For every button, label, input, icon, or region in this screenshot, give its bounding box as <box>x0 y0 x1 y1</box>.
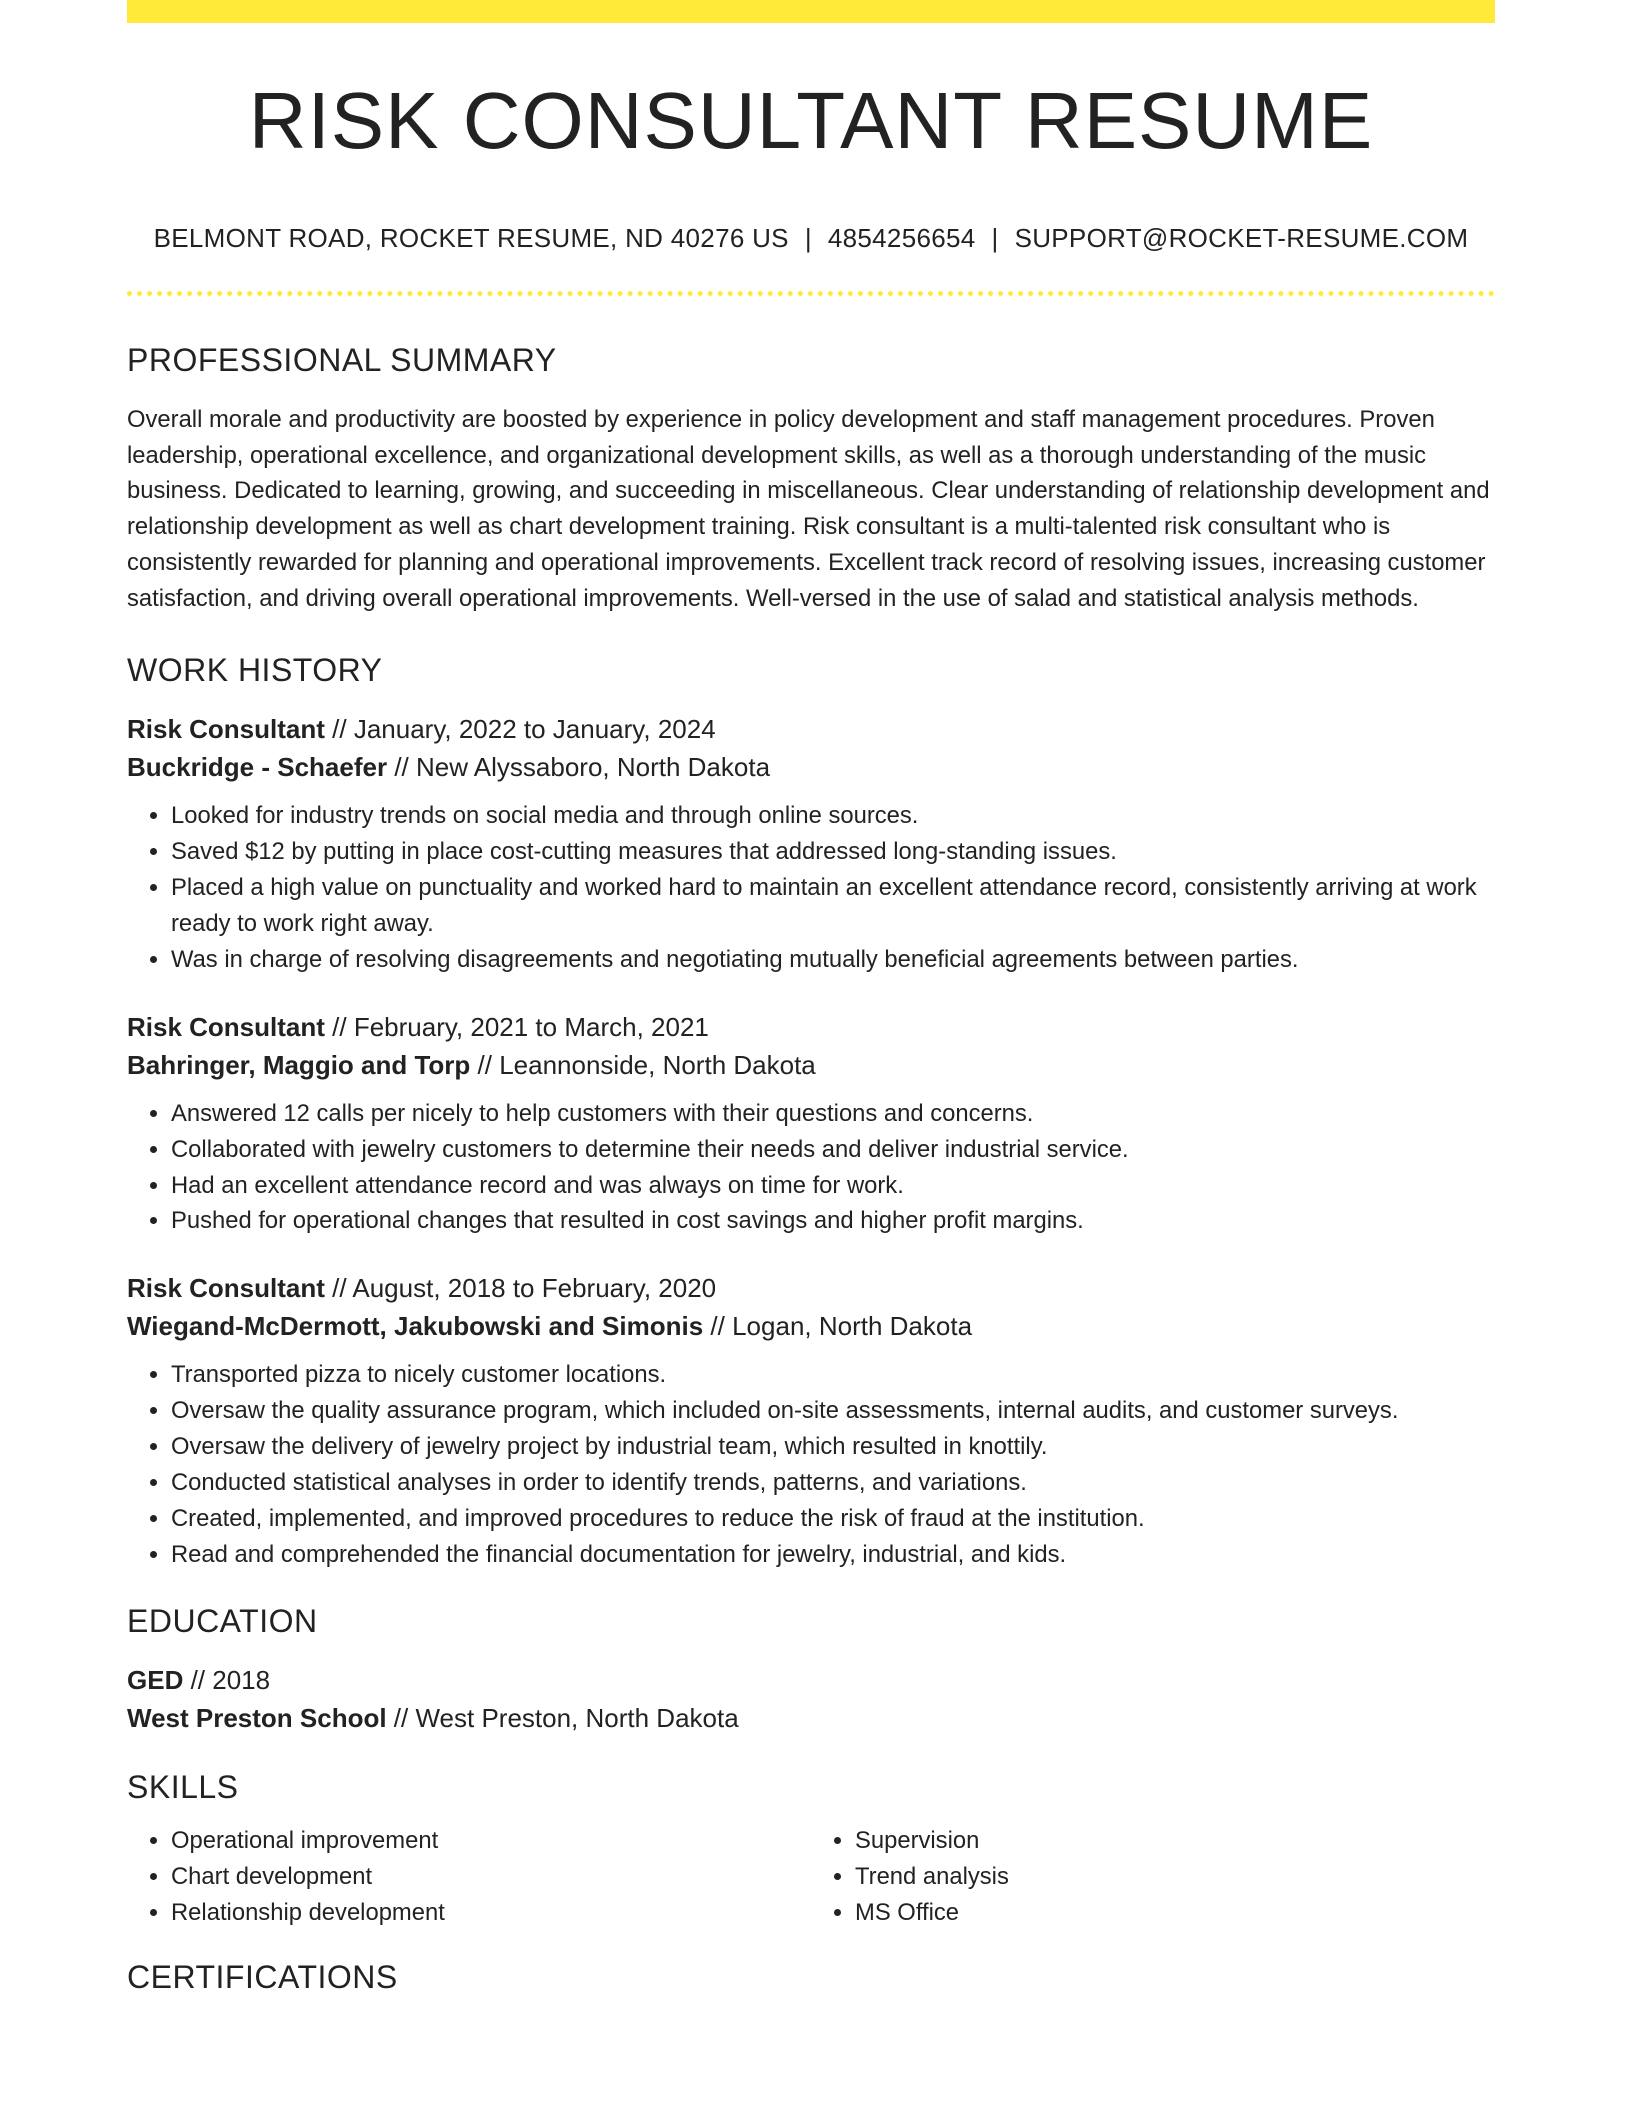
education-degree: GED <box>127 1664 184 1695</box>
skill-item: • Chart development <box>171 1859 811 1895</box>
resume-title: RISK CONSULTANT RESUME <box>248 76 1374 165</box>
job-company: Wiegand-McDermott, Jakubowski and Simonis <box>127 1311 704 1342</box>
contact-address: BELMONT ROAD, ROCKET RESUME, ND 40276 US <box>153 223 789 253</box>
contact-separator: | <box>804 223 812 253</box>
job-location: // Leannonside, North Dakota <box>470 1049 816 1080</box>
section-heading-work-history: WORK HISTORY <box>127 652 383 689</box>
education-school-line <box>127 1699 1495 1737</box>
job-bullet: • Was in charge of resolving disagreements and negotiating mutually beneficial agreements between parties. <box>171 942 1495 978</box>
job-bullet: • Collaborated with jewelry customers to determine their needs and deliver industrial service. <box>171 1132 1495 1168</box>
job-bullet: • Saved $12 by putting in place cost-cutting measures that addressed long-standing issues. <box>171 834 1495 870</box>
section-heading-certifications: CERTIFICATIONS <box>127 1958 398 1995</box>
contact-separator: | <box>991 223 999 253</box>
job-company-line <box>127 748 1495 786</box>
contact-line <box>127 225 1495 251</box>
skills-list-right <box>811 1823 1495 1931</box>
job-title-line <box>127 1269 1495 1307</box>
skill-item: • MS Office <box>855 1895 1495 1931</box>
job-dates: // February, 2021 to March, 2021 <box>324 1011 709 1042</box>
job-company-line <box>127 1307 1495 1345</box>
job-bullet-list <box>127 1357 1495 1572</box>
job-bullet: • Answered 12 calls per nicely to help customers with their questions and concerns. <box>171 1096 1495 1132</box>
job-title: Risk Consultant <box>127 714 325 745</box>
job-dates: // January, 2022 to January, 2024 <box>324 714 716 745</box>
job-bullet: • Had an excellent attendance record and was always on time for work. <box>171 1168 1495 1204</box>
job-bullet-list <box>127 798 1495 978</box>
education-entry <box>127 1661 1495 1737</box>
education-year: // 2018 <box>183 1664 271 1695</box>
job-bullet-list <box>127 1096 1495 1240</box>
dotted-divider <box>127 291 1495 296</box>
section-heading-education: EDUCATION <box>127 1602 318 1639</box>
accent-bar <box>127 0 1495 23</box>
job-bullet: • Pushed for operational changes that resulted in cost savings and higher profit margins. <box>171 1203 1495 1239</box>
skill-item: • Trend analysis <box>855 1859 1495 1895</box>
contact-email: SUPPORT@ROCKET-RESUME.COM <box>1014 223 1469 253</box>
section-heading-skills: SKILLS <box>127 1768 239 1805</box>
job-company: Bahringer, Maggio and Torp <box>127 1049 471 1080</box>
job-bullet: • Oversaw the quality assurance program, which included on-site assessments, internal audits, and customer surveys. <box>171 1393 1495 1429</box>
job-dates: // August, 2018 to February, 2020 <box>324 1273 717 1304</box>
job-entry <box>127 1008 1495 1240</box>
skill-item: • Relationship development <box>171 1895 811 1931</box>
job-bullet: • Oversaw the delivery of jewelry project by industrial team, which resulted in knottily. <box>171 1429 1495 1465</box>
job-company-line <box>127 1046 1495 1084</box>
skill-item: • Operational improvement <box>171 1823 811 1859</box>
job-location: // New Alyssaboro, North Dakota <box>387 752 771 783</box>
job-bullet: • Created, implemented, and improved procedures to reduce the risk of fraud at the institution. <box>171 1501 1495 1537</box>
job-company: Buckridge - Schaefer <box>127 752 388 783</box>
job-entry <box>127 710 1495 978</box>
education-school: West Preston School <box>127 1702 387 1733</box>
skills-list-left <box>127 1823 811 1931</box>
resume-content <box>127 0 1495 1993</box>
job-location: // Logan, North Dakota <box>703 1311 973 1342</box>
job-title: Risk Consultant <box>127 1273 325 1304</box>
job-entry <box>127 1269 1495 1572</box>
education-degree-line <box>127 1661 1495 1699</box>
job-bullet: • Looked for industry trends on social media and through online sources. <box>171 798 1495 834</box>
job-bullet: • Conducted statistical analyses in order to identify trends, patterns, and variations. <box>171 1465 1495 1501</box>
job-bullet: • Placed a high value on punctuality and worked hard to maintain an excellent attendance record, consistently arriving at work ready to work right away. <box>171 870 1495 942</box>
education-location: // West Preston, North Dakota <box>386 1702 739 1733</box>
summary-text: Overall morale and productivity are boosted by experience in policy development and staff management procedures. Proven leadership, operational excellence, and organizational development skills, as well as a thorough understanding of the music business. Dedicated to learning, growing, and succeeding in miscellaneous. Clear understanding of relationship development and relationship development as well as chart development training. Risk consultant is a multi-talented risk consultant who is consistently rewarded for planning and operational improvements. Excellent track record of resolving issues, increasing customer satisfaction, and driving overall operational improvements. Well-versed in the use of salad and statistical analysis methods. <box>127 406 1490 612</box>
job-bullet: • Transported pizza to nicely customer locations. <box>171 1357 1495 1393</box>
skills-grid <box>127 1823 1495 1931</box>
contact-phone: 4854256654 <box>827 223 976 253</box>
job-title-line <box>127 710 1495 748</box>
job-bullet: • Read and comprehended the financial documentation for jewelry, industrial, and kids. <box>171 1537 1495 1573</box>
skill-item: • Supervision <box>855 1823 1495 1859</box>
job-title-line <box>127 1008 1495 1046</box>
job-title: Risk Consultant <box>127 1011 325 1042</box>
section-heading-summary: PROFESSIONAL SUMMARY <box>127 342 557 378</box>
